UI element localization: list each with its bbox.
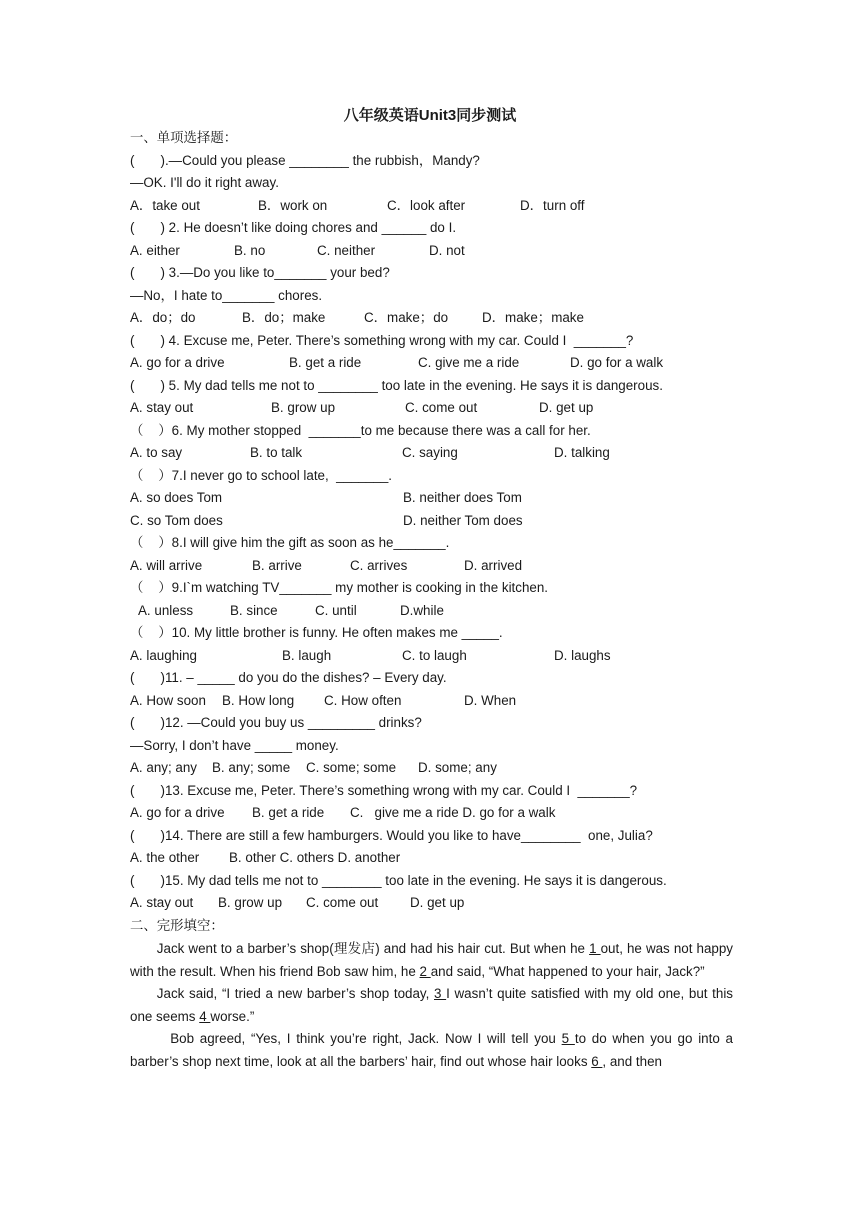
- answer-option: D. When: [464, 692, 517, 708]
- answer-option: B. laugh: [282, 647, 332, 663]
- answer-option: B. arrive: [252, 557, 302, 573]
- page-title: 八年级英语Unit3同步测试: [343, 107, 517, 124]
- answer-option: C. arrives: [350, 557, 408, 573]
- answer-option: C. How often: [324, 692, 402, 708]
- answer-option: C. so Tom does: [130, 512, 223, 528]
- passage-text: to do when you go into a barber’s shop next time, look at all the barbers’ hair, find out whose hair looks: [130, 1031, 733, 1069]
- line-text: （ ）9.I`m watching TV_______ my mother is cooking in the kitchen.: [130, 580, 549, 595]
- passage-text: Bob agreed, “Yes, I think you’re right, Jack. Now I will tell you: [170, 1031, 562, 1046]
- answer-option: A. to say: [130, 445, 183, 460]
- answer-option: A．take out: [130, 197, 200, 213]
- line-text: （ ）7.I never go to school late, _______.: [130, 467, 393, 483]
- section-heading: 二、完形填空：: [130, 917, 224, 933]
- answer-option: B. grow up: [271, 400, 336, 415]
- passage-text: worse.”: [210, 1008, 255, 1024]
- answer-option: C. some; some: [306, 760, 397, 775]
- passage-paragraph: [130, 1028, 733, 1073]
- line-text: —OK. I'll do it right away.: [130, 175, 279, 190]
- line-text: ( )11. – _____ do you do the dishes? – Every day.: [130, 670, 447, 685]
- answer-option: A. will arrive: [130, 557, 203, 573]
- answer-option: C. give me a ride: [418, 355, 520, 370]
- answer-option: D. laughs: [554, 647, 611, 663]
- section-heading: 一、单项选择题：: [130, 130, 238, 145]
- answer-option: B．work on: [258, 197, 328, 213]
- answer-option: B. other C. others D. another: [229, 850, 401, 865]
- answer-option: D. neither Tom does: [403, 512, 523, 528]
- cloze-blank: 4: [199, 1008, 211, 1024]
- line-text: ( ).—Could you please ________ the rubbish，Mandy?: [130, 152, 480, 168]
- answer-option: B. How long: [222, 692, 295, 708]
- answer-option: D. go for a walk: [570, 355, 664, 370]
- answer-option: A. any; any: [130, 760, 197, 775]
- answer-option: B. no: [234, 242, 266, 258]
- answer-option: B. to talk: [250, 445, 303, 460]
- passage-paragraph: [130, 983, 733, 1028]
- line-text: ( )12. —Could you buy us _________ drinks?: [130, 715, 422, 730]
- cloze-blank: 6: [591, 1053, 603, 1069]
- answer-option: A．do；do: [130, 310, 196, 325]
- passage-text: , and then: [602, 1053, 662, 1069]
- passage-text: out, he was not happy with the result. When his friend Bob saw him, he: [130, 941, 733, 979]
- passage-text: and said, “What happened to your hair, Jack?”: [430, 963, 705, 979]
- answer-option: A. unless: [138, 602, 194, 618]
- line-text: —Sorry, I don’t have _____ money.: [130, 737, 339, 753]
- answer-option: C. to laugh: [402, 647, 467, 663]
- answer-option: D．make；make: [482, 310, 584, 325]
- answer-option: B. get a ride: [252, 805, 325, 820]
- answer-option: C．look after: [387, 197, 466, 213]
- answer-option: C. neither: [317, 242, 376, 258]
- answer-option: A. stay out: [130, 895, 194, 910]
- cloze-blank: 1: [589, 941, 601, 956]
- answer-option: C. give me a ride D. go for a walk: [350, 805, 556, 820]
- answer-option: C. saying: [402, 445, 458, 460]
- line-text: ( )13. Excuse me, Peter. There’s something wrong with my car. Could I _______?: [130, 782, 638, 798]
- passage-text: Jack went to a barber’s shop(理发店) and had his hair cut. But when he: [156, 941, 590, 956]
- line-text: ( ) 3.—Do you like to_______ your bed?: [130, 265, 390, 280]
- answer-option: A. so does Tom: [130, 490, 223, 505]
- answer-option: A. laughing: [130, 647, 198, 663]
- answer-option: C. until: [315, 602, 357, 618]
- answer-option: C. come out: [306, 895, 379, 910]
- line-text: —No，I hate to_______ chores.: [130, 287, 323, 303]
- line-text: （ ）8.I will give him the gift as soon as he_______.: [130, 535, 450, 550]
- cloze-blank: 2: [419, 963, 431, 979]
- answer-option: D．turn off: [520, 197, 585, 213]
- answer-option: A. go for a drive: [130, 355, 225, 370]
- answer-option: D. not: [429, 242, 465, 258]
- line-text: （ ）6. My mother stopped _______to me because there was a call for her.: [130, 422, 591, 438]
- cloze-blank: 3: [434, 986, 447, 1001]
- answer-option: A. How soon: [130, 692, 206, 708]
- line-text: ( ) 4. Excuse me, Peter. There’s something wrong with my car. Could I _______?: [130, 332, 634, 348]
- line-text: ( )15. My dad tells me not to ________ too late in the evening. He says it is dangerous.: [130, 872, 667, 888]
- answer-option: D. some; any: [418, 760, 497, 775]
- answer-option: B. neither does Tom: [403, 490, 522, 505]
- answer-option: B. since: [230, 602, 278, 618]
- line-text: ( ) 5. My dad tells me not to ________ too late in the evening. He says it is dangerous.: [130, 377, 663, 393]
- answer-option: A. the other: [130, 850, 200, 865]
- answer-option: B. any; some: [212, 760, 291, 775]
- answer-option: C. come out: [405, 400, 478, 415]
- answer-option: D. get up: [410, 895, 465, 910]
- answer-option: B. grow up: [218, 895, 283, 910]
- answer-option: A. stay out: [130, 400, 194, 415]
- answer-option: A. either: [130, 242, 180, 258]
- answer-option: B. get a ride: [289, 355, 362, 370]
- answer-option: D. arrived: [464, 557, 523, 573]
- answer-option: D. get up: [539, 400, 594, 415]
- answer-option: D. talking: [554, 445, 610, 460]
- line-text: ( ) 2. He doesn’t like doing chores and ______ do I.: [130, 220, 457, 235]
- cloze-blank: 5: [561, 1031, 575, 1046]
- passage-paragraph: [130, 938, 733, 983]
- answer-option: B．do；make: [242, 310, 326, 325]
- cloze-passage: [130, 938, 733, 1073]
- answer-option: A. go for a drive: [130, 805, 225, 820]
- passage-text: Jack said, “I tried a new barber’s shop today,: [156, 986, 434, 1001]
- answer-option: C．make；do: [364, 310, 449, 325]
- passage-text: I wasn’t quite satisfied with my old one, but this one seems: [130, 986, 733, 1024]
- line-text: （ ）10. My little brother is funny. He often makes me _____.: [130, 625, 503, 640]
- answer-option: D.while: [400, 602, 444, 618]
- line-text: ( )14. There are still a few hamburgers. Would you like to have________ one, Julia?: [130, 827, 653, 843]
